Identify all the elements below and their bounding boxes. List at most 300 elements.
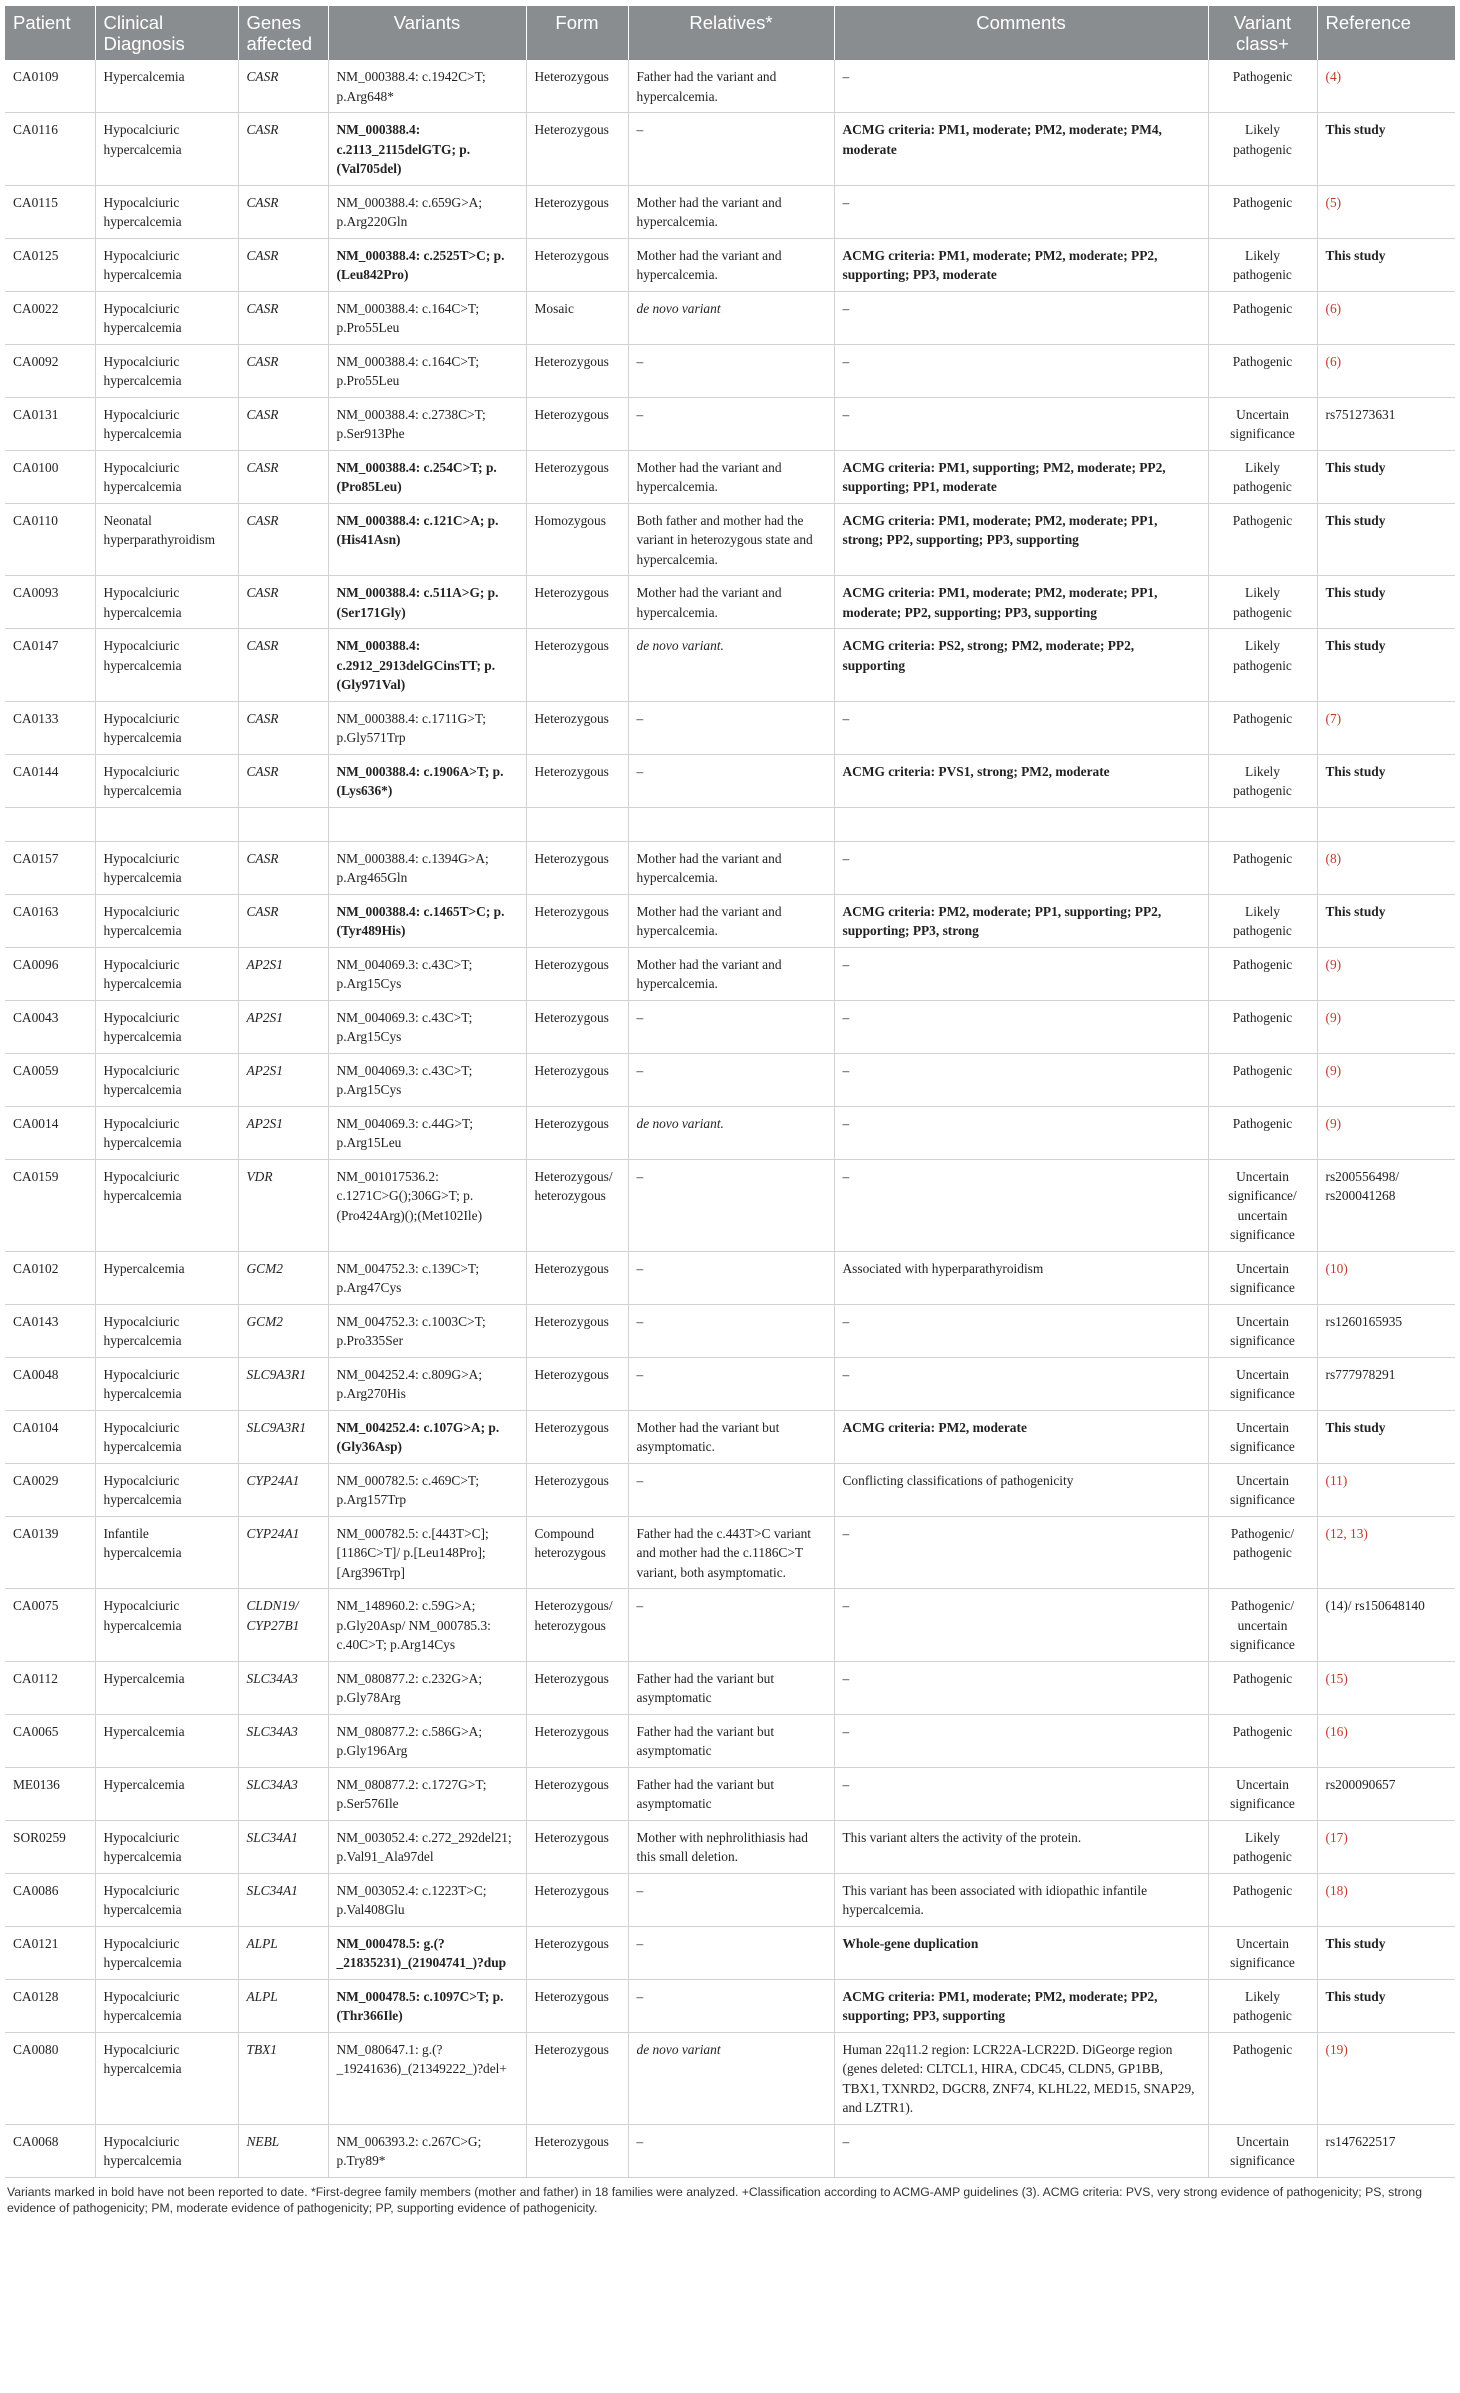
cell-variant: NM_000388.4: c.1394G>A; p.Arg465Gln [328, 841, 526, 894]
cell-comments: – [834, 1106, 1208, 1159]
cell-relatives: – [628, 344, 834, 397]
cell-comments: – [834, 60, 1208, 113]
cell-patient: CA0093 [5, 576, 95, 629]
table-row [5, 894, 1455, 947]
cell-variant: NM_000782.5: c.[443T>C];[1186C>T]/ p.[Leu148Pro]; [Arg396Trp] [328, 1516, 526, 1589]
cell-diagnosis: Hypocalciuric hypercalcemia [95, 841, 238, 894]
cell-patient: CA0100 [5, 450, 95, 503]
cell-relatives: – [628, 1926, 834, 1979]
cell-diagnosis: Hypercalcemia [95, 1767, 238, 1820]
cell-relatives: Mother had the variant and hypercalcemia. [628, 450, 834, 503]
cell-gene: CASR [238, 841, 328, 894]
cell-patient: CA0144 [5, 754, 95, 807]
cell-comments: – [834, 2124, 1208, 2177]
cell-comments: This variant has been associated with idiopathic infantile hypercalcemia. [834, 1873, 1208, 1926]
cell-form: Homozygous [526, 503, 628, 576]
cell-relatives: – [628, 1463, 834, 1516]
cell-gene: CASR [238, 238, 328, 291]
cell-gene: SLC9A3R1 [238, 1357, 328, 1410]
cell-relatives: Mother had the variant and hypercalcemia. [628, 576, 834, 629]
col-header-variants: Variants [328, 6, 526, 60]
cell-diagnosis: Hypocalciuric hypercalcemia [95, 947, 238, 1000]
cell-relatives: – [628, 701, 834, 754]
cell-form: Heterozygous [526, 1463, 628, 1516]
cell-comments: ACMG criteria: PM1, moderate; PM2, moderate; PM4, moderate [834, 113, 1208, 186]
cell-variant-class: Pathogenic [1208, 2032, 1317, 2124]
cell-patient: CA0125 [5, 238, 95, 291]
cell-form: Heterozygous [526, 1873, 628, 1926]
cell-reference: (11) [1317, 1463, 1455, 1516]
table-row [5, 1516, 1455, 1589]
cell-reference: (12, 13) [1317, 1516, 1455, 1589]
cell-comments: Whole-gene duplication [834, 1926, 1208, 1979]
cell-gene: AP2S1 [238, 1053, 328, 1106]
table-row [5, 1463, 1455, 1516]
cell-gene: CASR [238, 576, 328, 629]
cell-form: Heterozygous [526, 1661, 628, 1714]
cell-relatives: – [628, 1159, 834, 1251]
cell-form: Heterozygous [526, 2124, 628, 2177]
cell-variant: NM_000388.4: c.511A>G; p.(Ser171Gly) [328, 576, 526, 629]
cell-diagnosis: Hypocalciuric hypercalcemia [95, 238, 238, 291]
cell-relatives: – [628, 1000, 834, 1053]
cell-diagnosis: Neonatal hyperparathyroidism [95, 503, 238, 576]
cell-variant-class: Uncertain significance [1208, 2124, 1317, 2177]
cell-relatives: Mother had the variant and hypercalcemia. [628, 238, 834, 291]
cell-reference: (7) [1317, 701, 1455, 754]
cell-diagnosis: Infantile hypercalcemia [95, 1516, 238, 1589]
table-row [5, 291, 1455, 344]
cell-patient: CA0109 [5, 60, 95, 113]
cell-patient: CA0048 [5, 1357, 95, 1410]
cell-variant: NM_004069.3: c.43C>T; p.Arg15Cys [328, 1053, 526, 1106]
cell-diagnosis: Hypocalciuric hypercalcemia [95, 1159, 238, 1251]
cell-reference: rs751273631 [1317, 397, 1455, 450]
cell-diagnosis: Hypocalciuric hypercalcemia [95, 1000, 238, 1053]
cell-relatives: – [628, 2124, 834, 2177]
cell-comments: ACMG criteria: PM1, moderate; PM2, moderate; PP1, moderate; PP2, supporting; PP3, supporting [834, 576, 1208, 629]
cell-patient: CA0133 [5, 701, 95, 754]
cell-reference: This study [1317, 450, 1455, 503]
cell-variant: NM_000388.4: c.1711G>T; p.Gly571Trp [328, 701, 526, 754]
cell-reference: This study [1317, 1979, 1455, 2032]
cell-diagnosis: Hypocalciuric hypercalcemia [95, 450, 238, 503]
cell-relatives: Father had the variant and hypercalcemia. [628, 60, 834, 113]
cell-patient [5, 807, 95, 841]
table-row [5, 1357, 1455, 1410]
cell-form: Heterozygous [526, 947, 628, 1000]
table-row [5, 1000, 1455, 1053]
cell-patient: CA0059 [5, 1053, 95, 1106]
cell-reference: This study [1317, 503, 1455, 576]
cell-reference: This study [1317, 1410, 1455, 1463]
cell-form: Heterozygous [526, 397, 628, 450]
cell-variant: NM_000388.4: c.2912_2913delGCinsTT; p.(Gly971Val) [328, 629, 526, 702]
cell-diagnosis: Hypocalciuric hypercalcemia [95, 1304, 238, 1357]
table-row [5, 1661, 1455, 1714]
cell-comments: – [834, 1589, 1208, 1662]
cell-patient: CA0080 [5, 2032, 95, 2124]
cell-gene: CASR [238, 701, 328, 754]
cell-comments: – [834, 1516, 1208, 1589]
cell-diagnosis: Hypocalciuric hypercalcemia [95, 1873, 238, 1926]
table-row [5, 841, 1455, 894]
table-row [5, 238, 1455, 291]
cell-variant: NM_004252.4: c.107G>A; p.(Gly36Asp) [328, 1410, 526, 1463]
cell-diagnosis: Hypocalciuric hypercalcemia [95, 1926, 238, 1979]
cell-patient: SOR0259 [5, 1820, 95, 1873]
cell-variant-class: Pathogenic [1208, 1714, 1317, 1767]
cell-relatives: – [628, 397, 834, 450]
cell-diagnosis: Hypocalciuric hypercalcemia [95, 1357, 238, 1410]
table-row [5, 113, 1455, 186]
cell-gene: CYP24A1 [238, 1463, 328, 1516]
table-row [5, 1926, 1455, 1979]
table-row [5, 1159, 1455, 1251]
cell-diagnosis [95, 807, 238, 841]
cell-reference: This study [1317, 754, 1455, 807]
table-row [5, 807, 1455, 841]
cell-reference: rs200556498/ rs200041268 [1317, 1159, 1455, 1251]
cell-gene: CASR [238, 503, 328, 576]
cell-gene: TBX1 [238, 2032, 328, 2124]
cell-comments: – [834, 1000, 1208, 1053]
cell-reference: (6) [1317, 344, 1455, 397]
cell-relatives: Mother had the variant and hypercalcemia. [628, 947, 834, 1000]
cell-patient: CA0022 [5, 291, 95, 344]
cell-comments [834, 807, 1208, 841]
cell-variant: NM_000388.4: c.121C>A; p.(His41Asn) [328, 503, 526, 576]
cell-gene: CYP24A1 [238, 1516, 328, 1589]
cell-form: Heterozygous [526, 1714, 628, 1767]
cell-relatives: – [628, 113, 834, 186]
cell-diagnosis: Hypocalciuric hypercalcemia [95, 113, 238, 186]
cell-comments: – [834, 1357, 1208, 1410]
cell-variant-class: Pathogenic [1208, 1873, 1317, 1926]
cell-comments: – [834, 701, 1208, 754]
cell-variant-class: Pathogenic [1208, 1000, 1317, 1053]
cell-gene: GCM2 [238, 1251, 328, 1304]
cell-variant: NM_004752.3: c.139C>T; p.Arg47Cys [328, 1251, 526, 1304]
cell-variant-class: Likely pathogenic [1208, 894, 1317, 947]
cell-relatives: – [628, 1304, 834, 1357]
cell-form: Heterozygous [526, 1106, 628, 1159]
cell-relatives: – [628, 1053, 834, 1106]
cell-diagnosis: Hypocalciuric hypercalcemia [95, 2032, 238, 2124]
cell-diagnosis: Hypocalciuric hypercalcemia [95, 185, 238, 238]
cell-patient: CA0116 [5, 113, 95, 186]
table-row [5, 2124, 1455, 2177]
col-header-relatives: Relatives* [628, 6, 834, 60]
cell-variant-class: Likely pathogenic [1208, 450, 1317, 503]
cell-gene: NEBL [238, 2124, 328, 2177]
cell-diagnosis: Hypocalciuric hypercalcemia [95, 754, 238, 807]
cell-form: Heterozygous [526, 185, 628, 238]
cell-relatives: – [628, 754, 834, 807]
cell-variant-class: Pathogenic [1208, 1106, 1317, 1159]
cell-relatives: Father had the c.443T>C variant and mother had the c.1186C>T variant, both asymptomatic. [628, 1516, 834, 1589]
cell-form: Heterozygous [526, 1820, 628, 1873]
cell-relatives: Both father and mother had the variant in heterozygous state and hypercalcemia. [628, 503, 834, 576]
cell-variant: NM_080877.2: c.586G>A; p.Gly196Arg [328, 1714, 526, 1767]
table-row [5, 629, 1455, 702]
table-row [5, 1106, 1455, 1159]
cell-gene: SLC34A3 [238, 1767, 328, 1820]
cell-reference: (8) [1317, 841, 1455, 894]
cell-reference: (17) [1317, 1820, 1455, 1873]
table-row [5, 576, 1455, 629]
cell-relatives: Mother had the variant but asymptomatic. [628, 1410, 834, 1463]
cell-variant-class: Pathogenic/ uncertain significance [1208, 1589, 1317, 1662]
cell-variant-class: Pathogenic [1208, 291, 1317, 344]
cell-relatives: de novo variant. [628, 629, 834, 702]
cell-form: Heterozygous [526, 2032, 628, 2124]
cell-patient: CA0163 [5, 894, 95, 947]
table-row [5, 2032, 1455, 2124]
cell-variant-class [1208, 807, 1317, 841]
cell-relatives: Mother with nephrolithiasis had this small deletion. [628, 1820, 834, 1873]
cell-variant-class: Likely pathogenic [1208, 629, 1317, 702]
cell-variant-class: Uncertain significance [1208, 1463, 1317, 1516]
cell-gene: AP2S1 [238, 947, 328, 1000]
cell-form: Heterozygous [526, 1053, 628, 1106]
table-row [5, 1873, 1455, 1926]
cell-form: Heterozygous [526, 344, 628, 397]
cell-comments: – [834, 1714, 1208, 1767]
cell-form: Heterozygous [526, 754, 628, 807]
cell-reference: This study [1317, 629, 1455, 702]
cell-diagnosis: Hypocalciuric hypercalcemia [95, 291, 238, 344]
cell-variant-class: Uncertain significance [1208, 1357, 1317, 1410]
cell-diagnosis: Hypocalciuric hypercalcemia [95, 1410, 238, 1463]
cell-comments: ACMG criteria: PM1, moderate; PM2, moderate; PP2, supporting; PP3, supporting [834, 1979, 1208, 2032]
table-row [5, 1714, 1455, 1767]
cell-relatives: – [628, 1357, 834, 1410]
cell-reference: (10) [1317, 1251, 1455, 1304]
cell-relatives [628, 807, 834, 841]
cell-form [526, 807, 628, 841]
cell-diagnosis: Hypercalcemia [95, 1714, 238, 1767]
cell-gene: GCM2 [238, 1304, 328, 1357]
cell-variant: NM_003052.4: c.272_292del21; p.Val91_Ala97del [328, 1820, 526, 1873]
cell-relatives: Mother had the variant and hypercalcemia. [628, 185, 834, 238]
cell-variant-class: Likely pathogenic [1208, 754, 1317, 807]
cell-diagnosis: Hypocalciuric hypercalcemia [95, 397, 238, 450]
cell-reference: rs777978291 [1317, 1357, 1455, 1410]
table-row [5, 1820, 1455, 1873]
cell-gene: SLC34A1 [238, 1820, 328, 1873]
cell-comments: – [834, 841, 1208, 894]
cell-gene: SLC9A3R1 [238, 1410, 328, 1463]
cell-variant [328, 807, 526, 841]
variants-table [5, 6, 1455, 2178]
cell-form: Compound heterozygous [526, 1516, 628, 1589]
cell-form: Heterozygous [526, 841, 628, 894]
cell-comments: – [834, 1159, 1208, 1251]
cell-gene: CASR [238, 754, 328, 807]
cell-variant-class: Pathogenic [1208, 60, 1317, 113]
cell-reference: rs200090657 [1317, 1767, 1455, 1820]
cell-variant: NM_000388.4: c.2738C>T; p.Ser913Phe [328, 397, 526, 450]
cell-comments: ACMG criteria: PM1, moderate; PM2, moderate; PP2, supporting; PP3, moderate [834, 238, 1208, 291]
cell-variant: NM_080877.2: c.1727G>T; p.Ser576Ile [328, 1767, 526, 1820]
cell-diagnosis: Hypercalcemia [95, 1251, 238, 1304]
cell-reference: rs147622517 [1317, 2124, 1455, 2177]
cell-relatives: – [628, 1979, 834, 2032]
cell-comments: ACMG criteria: PM2, moderate [834, 1410, 1208, 1463]
cell-comments: Conflicting classifications of pathogenicity [834, 1463, 1208, 1516]
cell-reference: (4) [1317, 60, 1455, 113]
table-row [5, 344, 1455, 397]
cell-variant: NM_003052.4: c.1223T>C; p.Val408Glu [328, 1873, 526, 1926]
cell-gene: SLC34A1 [238, 1873, 328, 1926]
cell-form: Heterozygous [526, 1979, 628, 2032]
cell-form: Heterozygous [526, 1357, 628, 1410]
cell-diagnosis: Hypocalciuric hypercalcemia [95, 629, 238, 702]
cell-variant: NM_000388.4: c.164C>T; p.Pro55Leu [328, 291, 526, 344]
cell-variant: NM_000388.4: c.2525T>C; p.(Leu842Pro) [328, 238, 526, 291]
cell-variant-class: Pathogenic [1208, 1053, 1317, 1106]
cell-variant: NM_080647.1: g.(?_19241636)_(21349222_)?del+ [328, 2032, 526, 2124]
col-header-diagnosis: Clinical Diagnosis [95, 6, 238, 60]
cell-patient: CA0065 [5, 1714, 95, 1767]
cell-reference: (6) [1317, 291, 1455, 344]
cell-variant: NM_000388.4: c.254C>T; p.(Pro85Leu) [328, 450, 526, 503]
cell-patient: CA0110 [5, 503, 95, 576]
table-row [5, 450, 1455, 503]
cell-gene: CLDN19/ CYP27B1 [238, 1589, 328, 1662]
table-row [5, 1589, 1455, 1662]
cell-variant: NM_004752.3: c.1003C>T; p.Pro335Ser [328, 1304, 526, 1357]
cell-form: Heterozygous [526, 450, 628, 503]
cell-diagnosis: Hypocalciuric hypercalcemia [95, 1463, 238, 1516]
cell-variant: NM_000388.4: c.1465T>C; p.(Tyr489His) [328, 894, 526, 947]
cell-variant: NM_000782.5: c.469C>T; p.Arg157Trp [328, 1463, 526, 1516]
cell-variant-class: Pathogenic [1208, 947, 1317, 1000]
cell-relatives: Mother had the variant and hypercalcemia. [628, 841, 834, 894]
cell-variant: NM_000478.5: c.1097C>T; p.(Thr366Ile) [328, 1979, 526, 2032]
cell-variant-class: Uncertain significance [1208, 397, 1317, 450]
table-body [5, 60, 1455, 2177]
cell-patient: CA0128 [5, 1979, 95, 2032]
table-row [5, 185, 1455, 238]
table-row [5, 701, 1455, 754]
table-footnote: Variants marked in bold have not been reported to date. *First-degree family members (mother and father) in 18 families were analyzed. +Classification according to ACMG-AMP guidelines (3). ACMG criteria: PVS, very strong evidence of pathogenicity; PS, strong evidence of pathogenicity; PM, moderate evidence of pathogenicity; PP, supporting evidence of pathogenicity. [7, 2184, 1422, 2215]
cell-variant-class: Pathogenic [1208, 701, 1317, 754]
cell-variant: NM_004069.3: c.43C>T; p.Arg15Cys [328, 947, 526, 1000]
cell-patient: CA0029 [5, 1463, 95, 1516]
cell-comments: ACMG criteria: PS2, strong; PM2, moderate; PP2, supporting [834, 629, 1208, 702]
cell-comments: Human 22q11.2 region: LCR22A-LCR22D. DiGeorge region (genes deleted: CLTCL1, HIRA, CDC45, CLDN5, GP1BB, TBX1, TXNRD2, DGCR8, ZNF74, KLHL22, MED15, SNAP29, and LZTR1). [834, 2032, 1208, 2124]
cell-gene: AP2S1 [238, 1106, 328, 1159]
cell-patient: CA0121 [5, 1926, 95, 1979]
cell-gene: SLC34A3 [238, 1661, 328, 1714]
cell-variant: NM_004069.3: c.43C>T; p.Arg15Cys [328, 1000, 526, 1053]
cell-gene: AP2S1 [238, 1000, 328, 1053]
cell-gene: ALPL [238, 1979, 328, 2032]
cell-diagnosis: Hypocalciuric hypercalcemia [95, 1053, 238, 1106]
cell-patient: CA0112 [5, 1661, 95, 1714]
cell-comments: – [834, 1304, 1208, 1357]
cell-patient: CA0143 [5, 1304, 95, 1357]
col-header-comments: Comments [834, 6, 1208, 60]
cell-patient: CA0131 [5, 397, 95, 450]
cell-relatives: – [628, 1251, 834, 1304]
cell-comments: ACMG criteria: PVS1, strong; PM2, moderate [834, 754, 1208, 807]
cell-comments: – [834, 1053, 1208, 1106]
cell-reference [1317, 807, 1455, 841]
table-row [5, 947, 1455, 1000]
cell-gene: CASR [238, 60, 328, 113]
cell-patient: CA0096 [5, 947, 95, 1000]
cell-form: Heterozygous [526, 1767, 628, 1820]
cell-diagnosis: Hypocalciuric hypercalcemia [95, 894, 238, 947]
cell-comments: – [834, 344, 1208, 397]
cell-patient: CA0159 [5, 1159, 95, 1251]
cell-variant-class: Likely pathogenic [1208, 1979, 1317, 2032]
cell-comments: – [834, 397, 1208, 450]
cell-variant-class: Uncertain significance/ uncertain significance [1208, 1159, 1317, 1251]
table-row [5, 503, 1455, 576]
cell-form: Heterozygous [526, 629, 628, 702]
cell-variant: NM_000388.4: c.659G>A; p.Arg220Gln [328, 185, 526, 238]
cell-reference: This study [1317, 113, 1455, 186]
cell-relatives: Father had the variant but asymptomatic [628, 1767, 834, 1820]
cell-variant-class: Uncertain significance [1208, 1767, 1317, 1820]
cell-variant: NM_000388.4: c.164C>T; p.Pro55Leu [328, 344, 526, 397]
cell-variant: NM_080877.2: c.232G>A; p.Gly78Arg [328, 1661, 526, 1714]
cell-reference: This study [1317, 238, 1455, 291]
cell-comments: – [834, 185, 1208, 238]
cell-patient: CA0139 [5, 1516, 95, 1589]
cell-comments: – [834, 291, 1208, 344]
cell-reference: rs1260165935 [1317, 1304, 1455, 1357]
cell-comments: – [834, 1767, 1208, 1820]
cell-diagnosis: Hypocalciuric hypercalcemia [95, 2124, 238, 2177]
cell-gene: CASR [238, 185, 328, 238]
cell-variant-class: Uncertain significance [1208, 1304, 1317, 1357]
table-row [5, 60, 1455, 113]
cell-variant-class: Pathogenic [1208, 344, 1317, 397]
cell-comments: ACMG criteria: PM2, moderate; PP1, supporting; PP2, supporting; PP3, strong [834, 894, 1208, 947]
table-header-row [5, 6, 1455, 60]
cell-form: Heterozygous [526, 1410, 628, 1463]
cell-form: Heterozygous [526, 894, 628, 947]
cell-diagnosis: Hypercalcemia [95, 60, 238, 113]
table-row [5, 1251, 1455, 1304]
cell-reference: (14)/ rs150648140 [1317, 1589, 1455, 1662]
cell-relatives: Father had the variant but asymptomatic [628, 1661, 834, 1714]
cell-form: Heterozygous/ heterozygous [526, 1589, 628, 1662]
cell-comments: Associated with hyperparathyroidism [834, 1251, 1208, 1304]
cell-diagnosis: Hypocalciuric hypercalcemia [95, 1106, 238, 1159]
cell-form: Heterozygous [526, 1251, 628, 1304]
cell-comments: – [834, 1661, 1208, 1714]
cell-gene: CASR [238, 450, 328, 503]
cell-gene: SLC34A3 [238, 1714, 328, 1767]
cell-reference: (16) [1317, 1714, 1455, 1767]
cell-reference: This study [1317, 576, 1455, 629]
cell-variant-class: Likely pathogenic [1208, 576, 1317, 629]
cell-variant-class: Uncertain significance [1208, 1251, 1317, 1304]
cell-variant-class: Pathogenic/ pathogenic [1208, 1516, 1317, 1589]
cell-diagnosis: Hypocalciuric hypercalcemia [95, 344, 238, 397]
cell-patient: CA0115 [5, 185, 95, 238]
cell-diagnosis: Hypocalciuric hypercalcemia [95, 701, 238, 754]
cell-variant-class: Pathogenic [1208, 841, 1317, 894]
table-row [5, 1304, 1455, 1357]
cell-variant: NM_004252.4: c.809G>A; p.Arg270His [328, 1357, 526, 1410]
